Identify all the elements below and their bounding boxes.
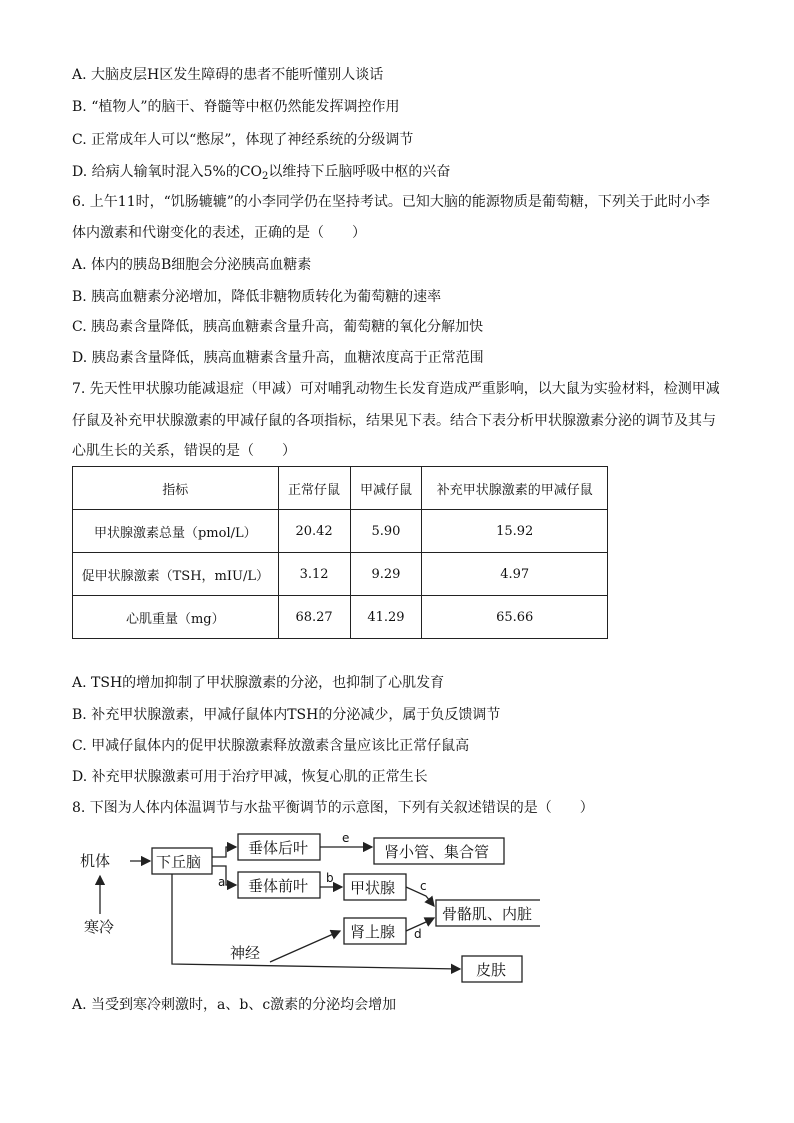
q6-option-a: A. 体内的胰岛B细胞会分泌胰高血糖素 bbox=[72, 257, 312, 273]
table-row bbox=[73, 553, 608, 596]
cold-label: 寒冷 bbox=[84, 918, 115, 936]
q8-option-a: A. 当受到寒冷刺激时，a、b、c激素的分泌均会增加 bbox=[72, 997, 397, 1013]
table-header-cell: 甲减仔鼠 bbox=[350, 467, 422, 510]
q5-option-d-subscript: 2 bbox=[262, 171, 269, 182]
table-header-cell: 正常仔鼠 bbox=[278, 467, 350, 510]
q5-option-d-text: D. 给病人输氧时混入5%的CO bbox=[72, 164, 263, 180]
posterior-pituitary-label: 垂体后叶 bbox=[248, 839, 309, 857]
table-cell: 41.29 bbox=[350, 596, 422, 639]
table-cell: 4.97 bbox=[422, 553, 608, 596]
table-row bbox=[73, 510, 608, 553]
q7-option-b: B. 补充甲状腺激素，甲减仔鼠体内TSH的分泌减少，属于负反馈调节 bbox=[72, 707, 501, 723]
regulation-diagram bbox=[70, 830, 540, 988]
label-c: c bbox=[420, 879, 427, 893]
q7-option-a: A. TSH的增加抑制了甲状腺激素的分泌，也抑制了心肌发育 bbox=[72, 675, 445, 691]
label-b: b bbox=[326, 871, 334, 885]
label-d: d bbox=[414, 927, 422, 941]
q7-stem-line3: 心肌生长的关系，错误的是（ ） bbox=[72, 443, 296, 459]
q6-option-c: C. 胰岛素含量降低，胰高血糖素含量升高，葡萄糖的氧化分解加快 bbox=[72, 319, 484, 335]
nerve-label: 神经 bbox=[230, 944, 261, 962]
q5-option-d-text-end: 以维持下丘脑呼吸中枢的兴奋 bbox=[268, 164, 451, 180]
nerve-to-adrenal-arrow bbox=[270, 931, 340, 962]
q5-option-d bbox=[72, 163, 450, 186]
kidney-label: 肾小管、集合管 bbox=[384, 843, 490, 861]
table-cell: 3.12 bbox=[278, 553, 350, 596]
table-cell: 心肌重量（mg） bbox=[73, 596, 279, 639]
nerve-to-skin-arrow bbox=[172, 874, 460, 969]
table-cell: 20.42 bbox=[278, 510, 350, 553]
thyroid-label: 甲状腺 bbox=[350, 879, 396, 897]
q5-option-b: B. “植物人”的脑干、脊髓等中枢仍然能发挥调控作用 bbox=[72, 99, 400, 115]
q6-stem-line2: 体内激素和代谢变化的表述，正确的是（ ） bbox=[72, 225, 366, 241]
table-cell: 5.90 bbox=[350, 510, 422, 553]
q6-stem-line1: 6. 上午11时，“饥肠辘辘”的小李同学仍在坚持考试。已知大脑的能源物质是葡萄糖，下列关于此时小李 bbox=[72, 194, 710, 210]
table-cell: 促甲状腺激素（TSH，mIU/L） bbox=[73, 553, 279, 596]
muscle-label: 骨骼肌、内脏 bbox=[442, 905, 533, 923]
q5-option-a: A. 大脑皮层H区发生障碍的患者不能听懂别人谈话 bbox=[72, 67, 384, 83]
q7-option-d: D. 补充甲状腺激素可用于治疗甲减，恢复心肌的正常生长 bbox=[72, 769, 428, 785]
q6-option-b: B. 胰高血糖素分泌增加，降低非糖物质转化为葡萄糖的速率 bbox=[72, 289, 442, 305]
label-e: e bbox=[342, 831, 350, 845]
results-table bbox=[72, 466, 608, 639]
table-cell: 9.29 bbox=[350, 553, 422, 596]
to-posterior-arrow bbox=[212, 847, 236, 857]
skin-label: 皮肤 bbox=[476, 961, 507, 979]
table-row bbox=[73, 596, 608, 639]
q5-option-c: C. 正常成年人可以“憋尿”，体现了神经系统的分级调节 bbox=[72, 132, 414, 148]
table-cell: 甲状腺激素总量（pmol/L） bbox=[73, 510, 279, 553]
table-header-cell: 补充甲状腺激素的甲减仔鼠 bbox=[422, 467, 608, 510]
q7-stem-line2: 仔鼠及补充甲状腺激素的甲减仔鼠的各项指标，结果见下表。结合下表分析甲状腺激素分泌的调节及其与 bbox=[72, 413, 716, 429]
table-cell: 15.92 bbox=[422, 510, 608, 553]
label-a: a bbox=[218, 875, 226, 889]
table-cell: 65.66 bbox=[422, 596, 608, 639]
hypothalamus-label: 下丘脑 bbox=[156, 853, 202, 871]
q7-stem-line1: 7. 先天性甲状腺功能减退症（甲减）可对哺乳动物生长发育造成严重影响，以大鼠为实验材料，检测甲减 bbox=[72, 381, 720, 397]
q8-stem: 8. 下图为人体内体温调节与水盐平衡调节的示意图，下列有关叙述错误的是（ ） bbox=[72, 800, 594, 816]
anterior-pituitary-label: 垂体前叶 bbox=[248, 877, 309, 895]
adrenal-label: 肾上腺 bbox=[350, 923, 396, 941]
q6-option-d: D. 胰岛素含量降低，胰高血糖素含量升高，血糖浓度高于正常范围 bbox=[72, 350, 484, 366]
body-label: 机体 bbox=[80, 852, 111, 870]
q7-option-c: C. 甲减仔鼠体内的促甲状腺激素释放激素含量应该比正常仔鼠高 bbox=[72, 738, 470, 754]
table-header-row bbox=[73, 467, 608, 510]
table-header-cell: 指标 bbox=[73, 467, 279, 510]
table-cell: 68.27 bbox=[278, 596, 350, 639]
